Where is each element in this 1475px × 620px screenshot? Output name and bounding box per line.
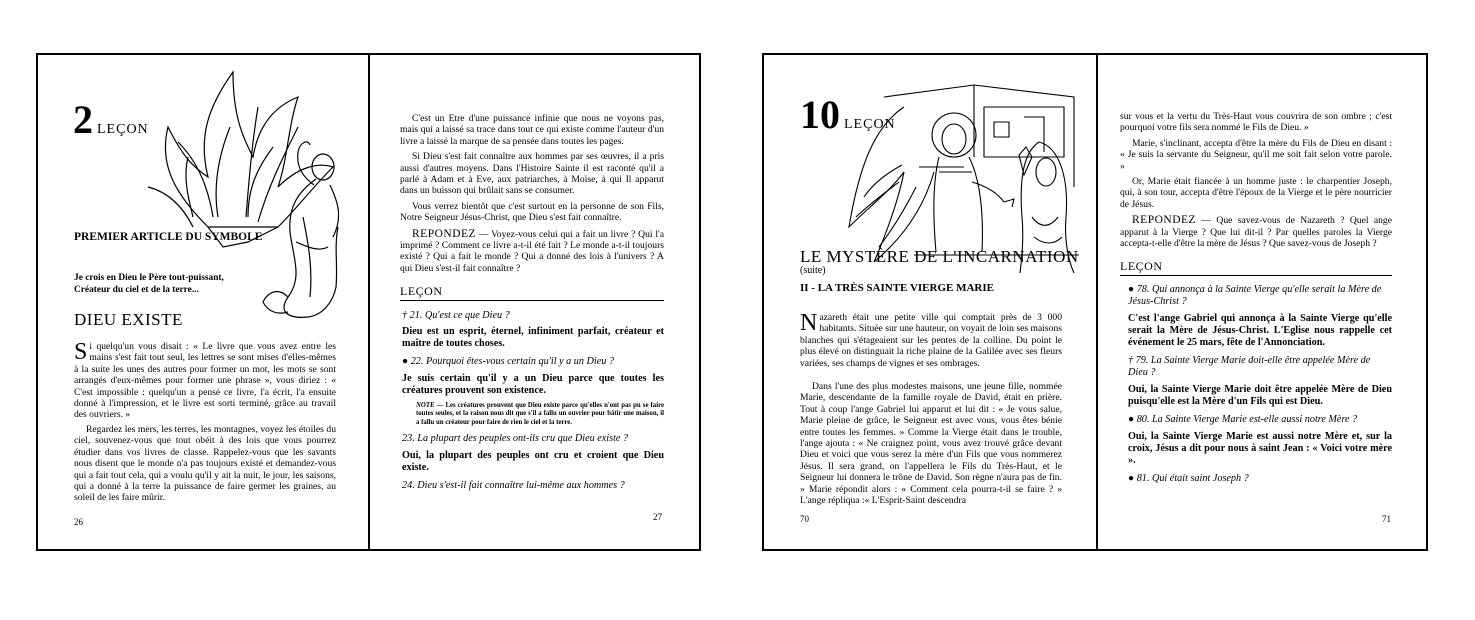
repondez-label: REPONDEZ — [412, 227, 477, 240]
answer-78: C'est l'ange Gabriel qui annonça à la Sainte Vierge qu'elle serait la Mère de Jésus-Christ. L'Eglise nous rappelle cet événement le 25 mars, fête de l'Annonciation. — [1128, 313, 1392, 349]
answer-23: Oui, la plupart des peuples ont cru et croient que Dieu existe. — [402, 449, 664, 473]
second-paragraph — [74, 424, 336, 504]
lesson-header — [800, 92, 896, 137]
suite-label: (suite) — [800, 265, 826, 276]
question-22: ● 22. Pourquoi êtes-vous certain qu'il y a un Dieu ? — [402, 356, 614, 368]
text-column — [800, 312, 1062, 507]
book-spread-lesson-10 — [762, 53, 1428, 551]
repondez-label: REPONDEZ — [1132, 214, 1197, 227]
page-26 — [38, 55, 368, 549]
page-title: DIEU EXISTE — [74, 310, 183, 329]
lecon-heading: LEÇON — [1120, 259, 1392, 276]
question-81: ● 81. Qui était saint Joseph ? — [1128, 473, 1249, 485]
repondez-block — [400, 229, 664, 275]
lesson-header — [73, 97, 149, 142]
creed-line-2: Créateur du ciel et de la terre... — [74, 284, 199, 295]
paragraph-2: Regardez les mers, les terres, les montagnes, voyez les étoiles du ciel, souvenez-vous que tout obéit à des lois que vous pourrez étudier dans vos livres de classe. Rappelez-vous que les savants nous disent que le monde n'a pas toujours existé et demandez-vous qui a fait tout cela, qui a voulu qu'il y ait la nuit, le jour, les saisons, qui a donné à la terre la puissance de faire germer les graines, au soleil de les faire mûrir. — [74, 424, 336, 504]
lecon-heading: LEÇON — [400, 284, 664, 301]
question-78: ● 78. Qui annonça à la Sainte Vierge qu'elle serait la Mère de Jésus-Christ ? — [1128, 284, 1382, 308]
paragraph-2: Dans l'une des plus modestes maisons, une jeune fille, nommée Marie, descendante de la famille royale de David, était en prière. Tout à coup l'ange Gabriel lui apparut et lui dit : « Je vous salue, Marie pleine de grâce, le Seigneur est avec vous, vous êtes bénie entre toutes les femmes. » Comme la Vierge était dans le trouble, l'ange ajouta : « Ne craignez point, vous avez trouvé grâce devant Dieu et voici que vous serez la mère d'un Fils que vous nommerez Jésus. Il sera grand, on l'appellera le Fils du Très-Haut, et le Seigneur lui donnera le trône de David. Son règne n'aura pas de fin. » Marie répondit alors : « Comment cela pourra-t-il se faire ? » L'ange répliqua :« L'Esprit-Saint descendra — [800, 381, 1062, 507]
repondez-block — [1120, 215, 1392, 249]
paragraph-1: C'est un Etre d'une puissance infinie que nous ne voyons pas, mais qui a laissé sa trace dans tout ce qui existe comme l'auteur d'un livre a laissé la marque de sa pensée dans toutes les pages. — [400, 113, 664, 147]
paragraph-2: Marie, s'inclinant, accepta d'être la mère du Fils de Dieu en disant : « Je suis la servante du Seigneur, qu'il me soit fait selon votre parole. » — [1120, 137, 1392, 172]
page-number: 26 — [74, 517, 83, 527]
answer-21: Dieu est un esprit, éternel, infiniment parfait, créateur et maître de toutes choses. — [402, 326, 664, 350]
question-79: † 79. La Sainte Vierge Marie doit-elle être appelée Mère de Dieu ? — [1128, 355, 1371, 379]
paragraph-3: Or, Marie était fiancée à un homme juste : le charpentier Joseph, qui, à son tour, accepta d'être l'époux de la Vierge et le père nourricier de Jésus. — [1120, 176, 1392, 210]
paragraph-1: azareth était une petite ville qui comptait près de 3 000 habitants. Située sur une hauteur, on voyait de loin ses maisons blanches qui s'étageaient sur les pentes de la colline. Du point le plus élevé on distinguait la riche plaine de la Galilée avec ses fleurs variées, ses champs de vignes et ses ombrages. — [800, 312, 1062, 369]
paragraph-1: i quelqu'un vous disait : « Le livre que vous avez entre les mains s'est fait tout seul, les lettres se sont mises d'elles-mêmes à la suite les unes des autres pour former un mot, les mots se sont arrangés d'eux-mêmes pour former une phrase », vous diriez : « C'est impossible : quelqu'un a pensé ce livre, l'a écrit, l'a ensuite donné à l'impression, et le livre est sorti terminé, grâce au travail des ouvriers. » — [74, 341, 336, 421]
question-24: 24. Dieu s'est-il fait connaître lui-même aux hommes ? — [402, 479, 625, 491]
page-27 — [370, 55, 701, 549]
answer-80: Oui, la Sainte Vierge Marie est aussi notre Mère et, sur la croix, Jésus a dit pour nous à saint Jean : « Voici votre mère ». — [1128, 431, 1392, 467]
page-number: 71 — [1382, 514, 1391, 524]
lesson-word: LEÇON — [97, 122, 149, 137]
page-number: 27 — [653, 512, 662, 522]
note-label: NOTE — [416, 402, 435, 410]
intro-paragraph — [74, 341, 336, 421]
answer-79: Oui, la Sainte Vierge Marie doit être appelée Mère de Dieu puisqu'elle est la Mère d'un Fils qui est Dieu. — [1128, 384, 1392, 408]
note-block — [402, 402, 664, 427]
paragraph-2: Si Dieu s'est fait connaître aux hommes par ses œuvres, il a pris aussi d'autres moyens. Dans l'Histoire Sainte il est raconté qu'il a parlé à Adam et à Eve, aux patriarches, à Moïse, à qui Il apparut dans un buisson qui brûlait sans se consumer. — [400, 151, 664, 197]
question-80: ● 80. La Sainte Vierge Marie est-elle aussi notre Mère ? — [1128, 414, 1358, 426]
book-spread-lesson-2 — [36, 53, 701, 551]
page-70 — [764, 55, 1096, 549]
answer-22: Je suis certain qu'il y a un Dieu parce que toutes les créatures prouvent son existence. — [402, 373, 664, 397]
text-column — [400, 113, 664, 492]
catechism-block — [400, 310, 664, 492]
catechism-block — [1120, 284, 1392, 485]
dropcap: N — [800, 310, 818, 336]
lesson-number: 10 — [800, 92, 840, 137]
lesson-word: LEÇON — [844, 117, 896, 132]
subtitle: II - LA TRÈS SAINTE VIERGE MARIE — [800, 282, 994, 294]
repondez-questions: — Que savez-vous de Nazareth ? Quel ange apparut à la Vierge ? Que lui dit-il ? Par quelles paroles la Vierge accepta-t-elle d'être la mère de Jésus ? Que savez-vous de Joseph ? — [1120, 215, 1392, 250]
article-heading: PREMIER ARTICLE DU SYMBOLE — [74, 231, 263, 243]
lesson-number: 2 — [73, 97, 93, 142]
question-21: † 21. Qu'est ce que Dieu ? — [402, 310, 510, 322]
dropcap: S — [74, 339, 88, 365]
repondez-questions: — Voyez-vous celui qui a fait un livre ? Qui l'a imprimé ? Comment ce livre a-t-il été fait ? Le monde a-t-il toujours existé ? Qui a fait le monde ? Qui a donné des lois à l'univers ? A qui Dieu s'est-il fait connaître ? — [400, 228, 664, 274]
text-column — [1120, 111, 1392, 485]
page-title: LE MYSTÈRE DE L'INCARNATION — [800, 247, 1079, 266]
note-text: — Les créatures prouvent que Dieu existe parce qu'elles n'ont pas pu se faire toutes seules, et la raison nous dit que s'il a fallu un ouvrier pour bâtir une maison, il a fallu un créateur pour faire de rien le ciel et la terre. — [416, 402, 664, 426]
paragraph-3: Vous verrez bientôt que c'est surtout en la personne de son Fils, Notre Seigneur Jésus-Christ, que Dieu s'est fait connaître. — [400, 200, 664, 224]
creed-line-1: Je crois en Dieu le Père tout-puissant, — [74, 273, 224, 283]
page-number: 70 — [800, 514, 809, 524]
question-23: 23. La plupart des peuples ont-ils cru que Dieu existe ? — [402, 432, 629, 444]
page-71 — [1098, 55, 1428, 549]
paragraph-1: sur vous et la vertu du Très-Haut vous couvrira de son ombre ; c'est pourquoi votre fils sera nommé le Fils de Dieu. » — [1120, 111, 1392, 134]
creed-text — [74, 273, 224, 296]
